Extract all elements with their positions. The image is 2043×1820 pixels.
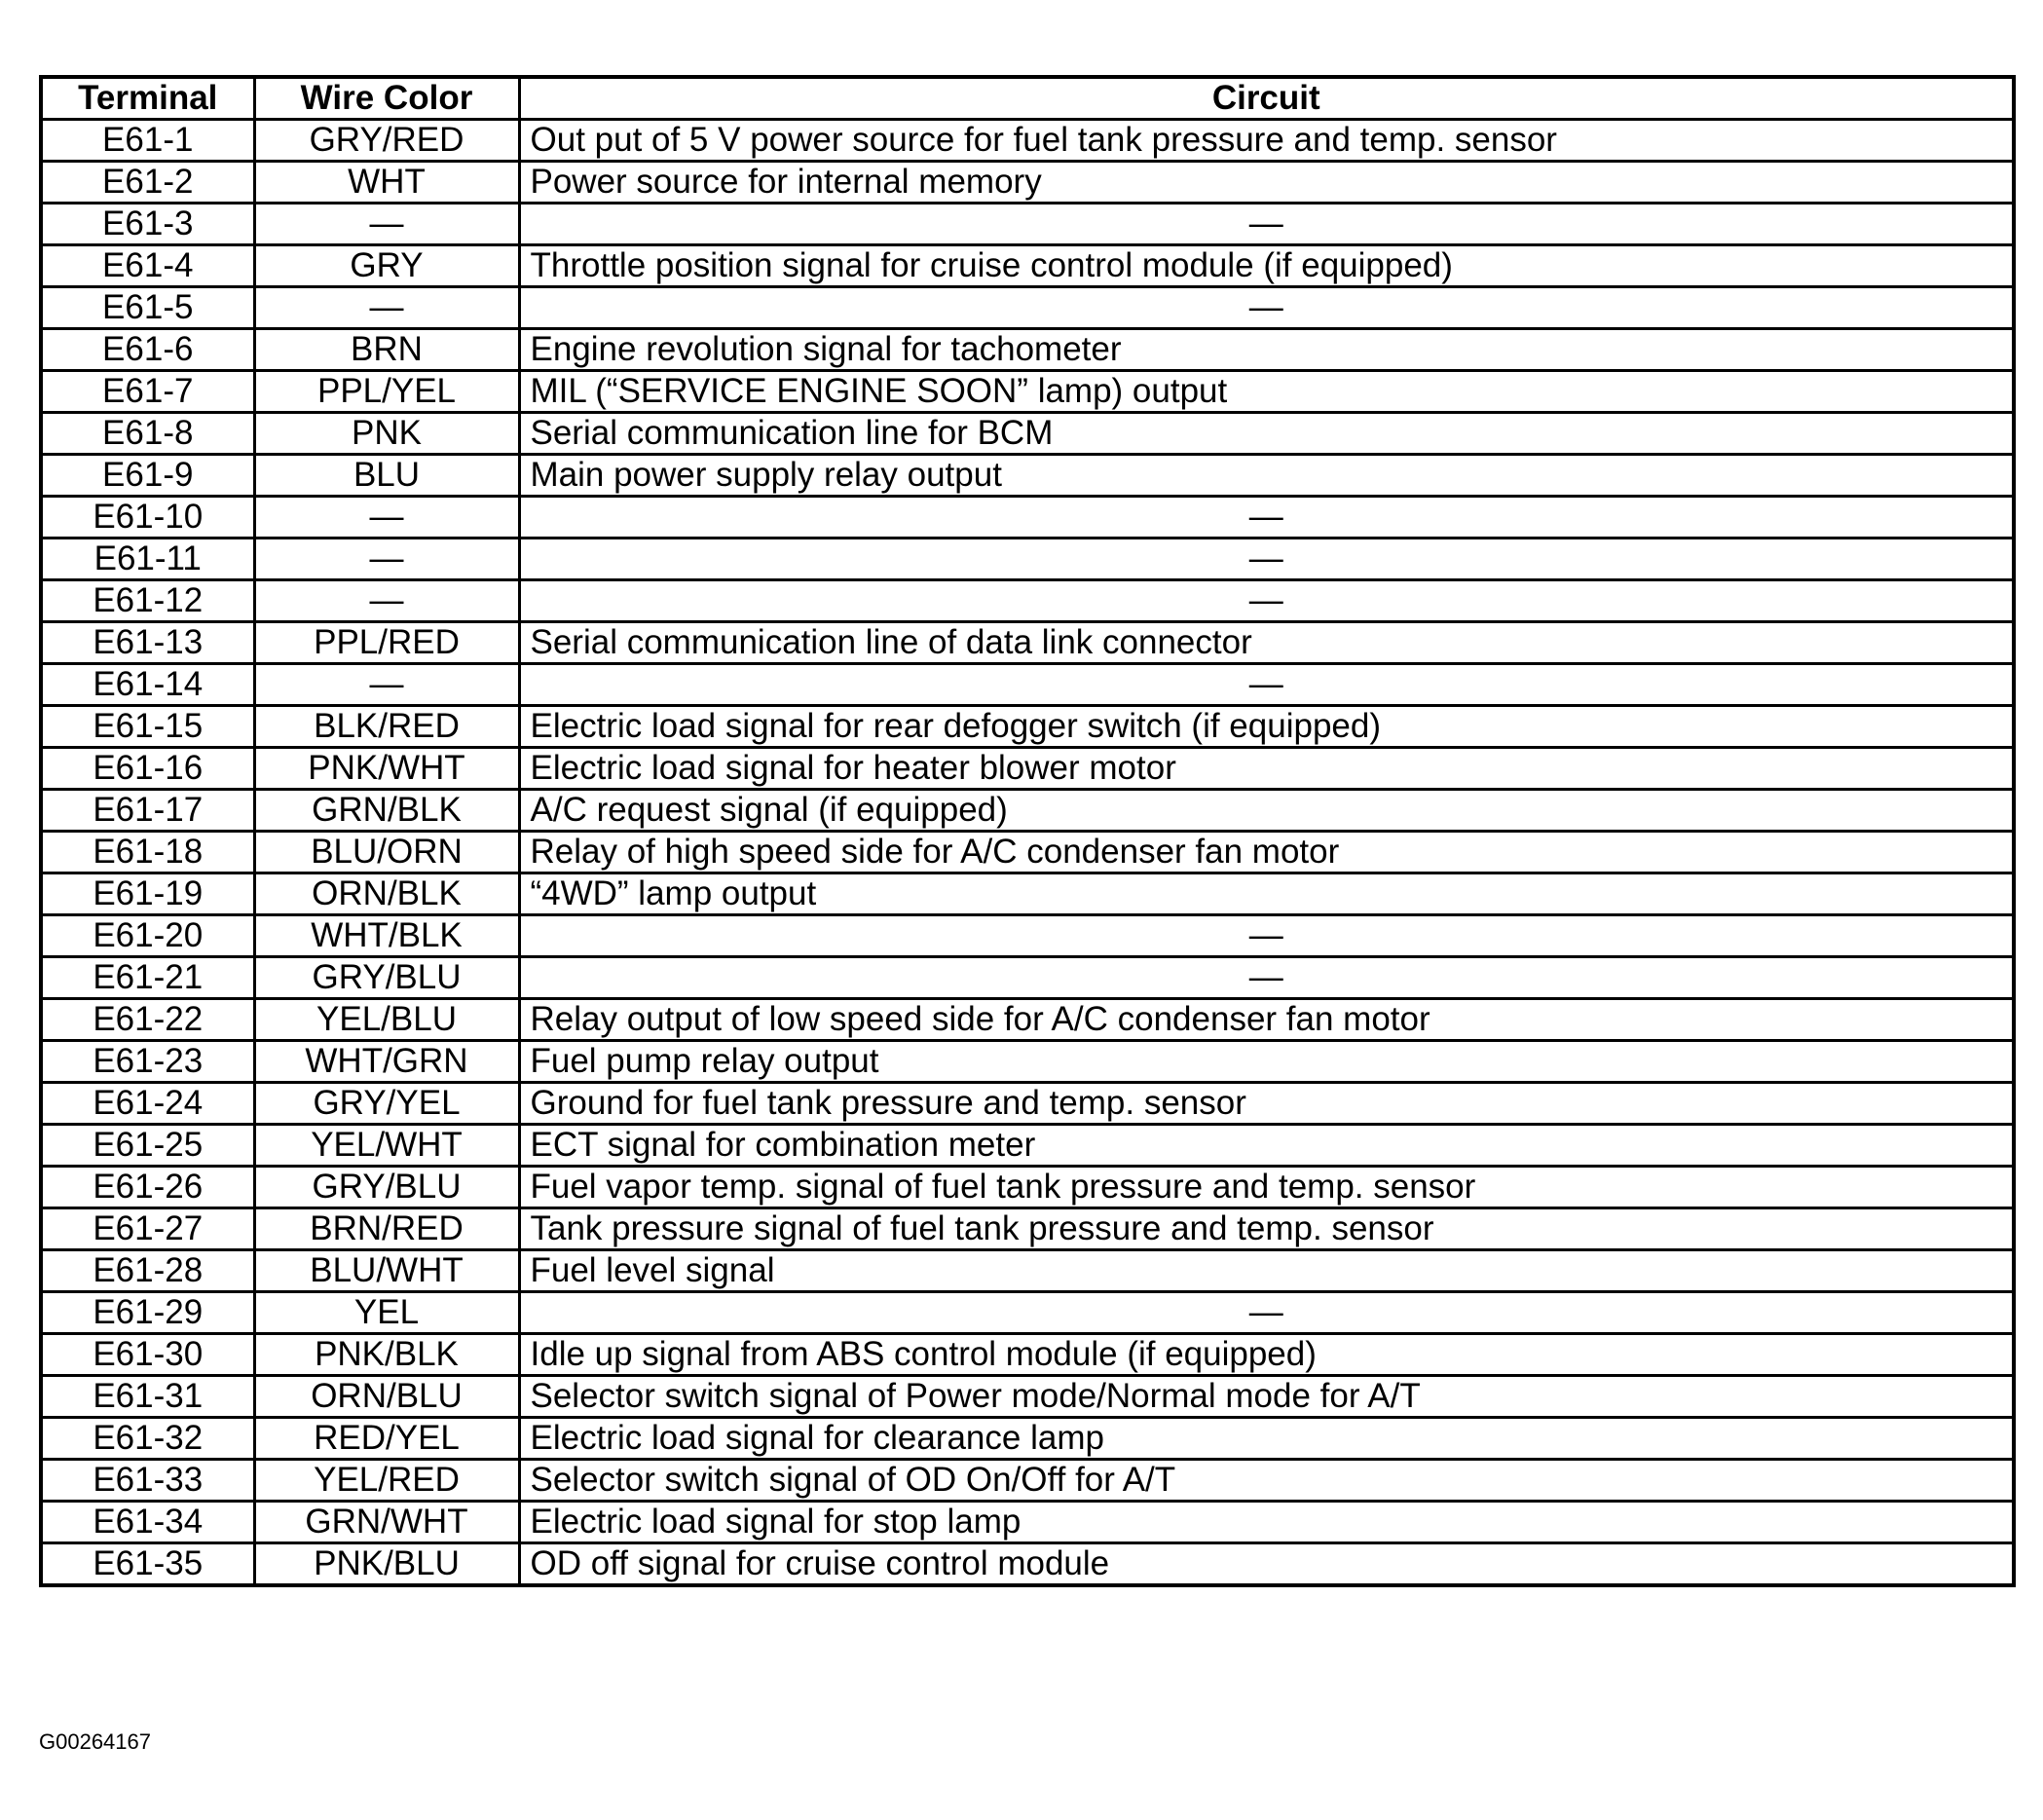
circuit-cell: — bbox=[519, 287, 2014, 329]
table-row bbox=[41, 580, 2014, 622]
table-row bbox=[41, 1083, 2014, 1125]
wire-color-cell: ORN/BLU bbox=[254, 1376, 519, 1418]
circuit-cell: — bbox=[519, 1292, 2014, 1334]
wire-color-cell: BLK/RED bbox=[254, 706, 519, 748]
wire-color-cell: GRY/BLU bbox=[254, 957, 519, 999]
header-row bbox=[41, 77, 2014, 120]
terminal-cell: E61-35 bbox=[41, 1543, 254, 1586]
circuit-cell: Relay output of low speed side for A/C condenser fan motor bbox=[519, 999, 2014, 1041]
terminal-cell: E61-19 bbox=[41, 873, 254, 915]
terminal-cell: E61-32 bbox=[41, 1418, 254, 1460]
table-row bbox=[41, 497, 2014, 539]
circuit-cell: Fuel vapor temp. signal of fuel tank pressure and temp. sensor bbox=[519, 1167, 2014, 1208]
wire-color-cell: WHT/GRN bbox=[254, 1041, 519, 1083]
circuit-cell: “4WD” lamp output bbox=[519, 873, 2014, 915]
terminal-cell: E61-30 bbox=[41, 1334, 254, 1376]
table-row bbox=[41, 790, 2014, 832]
wire-color-cell: RED/YEL bbox=[254, 1418, 519, 1460]
circuit-cell: OD off signal for cruise control module bbox=[519, 1543, 2014, 1586]
terminal-cell: E61-21 bbox=[41, 957, 254, 999]
table-row bbox=[41, 999, 2014, 1041]
table-row bbox=[41, 1460, 2014, 1502]
terminal-wire-circuit-table bbox=[39, 75, 2016, 1587]
terminal-cell: E61-26 bbox=[41, 1167, 254, 1208]
table-row bbox=[41, 622, 2014, 664]
wire-color-cell: BRN/RED bbox=[254, 1208, 519, 1250]
terminal-cell: E61-34 bbox=[41, 1502, 254, 1543]
circuit-cell: Electric load signal for rear defogger switch (if equipped) bbox=[519, 706, 2014, 748]
table-row bbox=[41, 748, 2014, 790]
circuit-cell: ECT signal for combination meter bbox=[519, 1125, 2014, 1167]
circuit-cell: Serial communication line for BCM bbox=[519, 413, 2014, 455]
circuit-cell: Fuel level signal bbox=[519, 1250, 2014, 1292]
terminal-cell: E61-20 bbox=[41, 915, 254, 957]
circuit-cell: — bbox=[519, 204, 2014, 245]
circuit-cell: Electric load signal for heater blower motor bbox=[519, 748, 2014, 790]
table-row bbox=[41, 329, 2014, 371]
circuit-cell: Selector switch signal of Power mode/Normal mode for A/T bbox=[519, 1376, 2014, 1418]
wire-color-cell: BRN bbox=[254, 329, 519, 371]
table-row bbox=[41, 1543, 2014, 1586]
header-terminal: Terminal bbox=[41, 77, 254, 120]
table-row bbox=[41, 957, 2014, 999]
terminal-cell: E61-16 bbox=[41, 748, 254, 790]
wire-color-cell: BLU/WHT bbox=[254, 1250, 519, 1292]
terminal-cell: E61-11 bbox=[41, 539, 254, 580]
terminal-cell: E61-15 bbox=[41, 706, 254, 748]
wire-color-cell: WHT bbox=[254, 162, 519, 204]
wire-color-cell: GRN/BLK bbox=[254, 790, 519, 832]
wire-color-cell: PNK/BLK bbox=[254, 1334, 519, 1376]
circuit-cell: Electric load signal for clearance lamp bbox=[519, 1418, 2014, 1460]
terminal-cell: E61-7 bbox=[41, 371, 254, 413]
terminal-cell: E61-18 bbox=[41, 832, 254, 873]
table-row bbox=[41, 1208, 2014, 1250]
table-row bbox=[41, 539, 2014, 580]
table-row bbox=[41, 1125, 2014, 1167]
wire-color-cell: YEL/BLU bbox=[254, 999, 519, 1041]
wire-color-cell: PNK/BLU bbox=[254, 1543, 519, 1586]
wire-color-cell: YEL/RED bbox=[254, 1460, 519, 1502]
terminal-cell: E61-10 bbox=[41, 497, 254, 539]
circuit-cell: — bbox=[519, 957, 2014, 999]
circuit-cell: Power source for internal memory bbox=[519, 162, 2014, 204]
table-row bbox=[41, 162, 2014, 204]
circuit-cell: Fuel pump relay output bbox=[519, 1041, 2014, 1083]
terminal-cell: E61-4 bbox=[41, 245, 254, 287]
terminal-cell: E61-5 bbox=[41, 287, 254, 329]
table-row bbox=[41, 245, 2014, 287]
wire-color-cell: — bbox=[254, 539, 519, 580]
table-row bbox=[41, 1292, 2014, 1334]
circuit-cell: — bbox=[519, 915, 2014, 957]
circuit-cell: Throttle position signal for cruise control module (if equipped) bbox=[519, 245, 2014, 287]
terminal-cell: E61-23 bbox=[41, 1041, 254, 1083]
terminal-cell: E61-8 bbox=[41, 413, 254, 455]
terminal-cell: E61-33 bbox=[41, 1460, 254, 1502]
circuit-cell: Electric load signal for stop lamp bbox=[519, 1502, 2014, 1543]
circuit-cell: — bbox=[519, 539, 2014, 580]
table-row bbox=[41, 371, 2014, 413]
terminal-cell: E61-6 bbox=[41, 329, 254, 371]
circuit-cell: Idle up signal from ABS control module (if equipped) bbox=[519, 1334, 2014, 1376]
terminal-cell: E61-13 bbox=[41, 622, 254, 664]
wire-color-cell: GRN/WHT bbox=[254, 1502, 519, 1543]
wire-color-cell: — bbox=[254, 497, 519, 539]
circuit-cell: — bbox=[519, 580, 2014, 622]
wire-color-cell: PPL/YEL bbox=[254, 371, 519, 413]
table-row bbox=[41, 1334, 2014, 1376]
terminal-cell: E61-14 bbox=[41, 664, 254, 706]
circuit-cell: Serial communication line of data link connector bbox=[519, 622, 2014, 664]
table-row bbox=[41, 1250, 2014, 1292]
figure-id: G00264167 bbox=[39, 1729, 151, 1754]
table-row bbox=[41, 915, 2014, 957]
terminal-cell: E61-24 bbox=[41, 1083, 254, 1125]
wire-color-cell: GRY/RED bbox=[254, 120, 519, 162]
terminal-cell: E61-12 bbox=[41, 580, 254, 622]
terminal-cell: E61-9 bbox=[41, 455, 254, 497]
table-row bbox=[41, 832, 2014, 873]
wire-color-cell: PNK bbox=[254, 413, 519, 455]
table-row bbox=[41, 204, 2014, 245]
wire-color-cell: GRY/BLU bbox=[254, 1167, 519, 1208]
circuit-cell: A/C request signal (if equipped) bbox=[519, 790, 2014, 832]
circuit-cell: — bbox=[519, 664, 2014, 706]
table-row bbox=[41, 413, 2014, 455]
circuit-cell: Engine revolution signal for tachometer bbox=[519, 329, 2014, 371]
wire-color-cell: — bbox=[254, 664, 519, 706]
circuit-cell: Tank pressure signal of fuel tank pressure and temp. sensor bbox=[519, 1208, 2014, 1250]
table-row bbox=[41, 1376, 2014, 1418]
wire-color-cell: BLU/ORN bbox=[254, 832, 519, 873]
terminal-cell: E61-27 bbox=[41, 1208, 254, 1250]
table-row bbox=[41, 1418, 2014, 1460]
table-row bbox=[41, 664, 2014, 706]
table-row bbox=[41, 1502, 2014, 1543]
wire-color-cell: GRY/YEL bbox=[254, 1083, 519, 1125]
terminal-cell: E61-2 bbox=[41, 162, 254, 204]
wire-color-cell: YEL bbox=[254, 1292, 519, 1334]
table-row bbox=[41, 455, 2014, 497]
header-wire-color: Wire Color bbox=[254, 77, 519, 120]
wire-color-cell: — bbox=[254, 287, 519, 329]
circuit-cell: Ground for fuel tank pressure and temp. sensor bbox=[519, 1083, 2014, 1125]
table-row bbox=[41, 287, 2014, 329]
circuit-cell: MIL (“SERVICE ENGINE SOON” lamp) output bbox=[519, 371, 2014, 413]
terminal-cell: E61-1 bbox=[41, 120, 254, 162]
wire-color-cell: BLU bbox=[254, 455, 519, 497]
table-row bbox=[41, 873, 2014, 915]
terminal-cell: E61-28 bbox=[41, 1250, 254, 1292]
wire-color-cell: WHT/BLK bbox=[254, 915, 519, 957]
circuit-cell: Out put of 5 V power source for fuel tank pressure and temp. sensor bbox=[519, 120, 2014, 162]
table-row bbox=[41, 120, 2014, 162]
terminal-table-container bbox=[39, 75, 2012, 1587]
wire-color-cell: GRY bbox=[254, 245, 519, 287]
wire-color-cell: PPL/RED bbox=[254, 622, 519, 664]
table-row bbox=[41, 706, 2014, 748]
terminal-cell: E61-29 bbox=[41, 1292, 254, 1334]
terminal-cell: E61-25 bbox=[41, 1125, 254, 1167]
circuit-cell: Main power supply relay output bbox=[519, 455, 2014, 497]
circuit-cell: Selector switch signal of OD On/Off for A/T bbox=[519, 1460, 2014, 1502]
wire-color-cell: — bbox=[254, 580, 519, 622]
circuit-cell: — bbox=[519, 497, 2014, 539]
table-body bbox=[41, 120, 2014, 1586]
wire-color-cell: ORN/BLK bbox=[254, 873, 519, 915]
terminal-cell: E61-31 bbox=[41, 1376, 254, 1418]
terminal-cell: E61-22 bbox=[41, 999, 254, 1041]
circuit-cell: Relay of high speed side for A/C condenser fan motor bbox=[519, 832, 2014, 873]
table-row bbox=[41, 1167, 2014, 1208]
wire-color-cell: YEL/WHT bbox=[254, 1125, 519, 1167]
table-row bbox=[41, 1041, 2014, 1083]
wire-color-cell: PNK/WHT bbox=[254, 748, 519, 790]
terminal-cell: E61-17 bbox=[41, 790, 254, 832]
wire-color-cell: — bbox=[254, 204, 519, 245]
terminal-cell: E61-3 bbox=[41, 204, 254, 245]
header-circuit: Circuit bbox=[519, 77, 2014, 120]
